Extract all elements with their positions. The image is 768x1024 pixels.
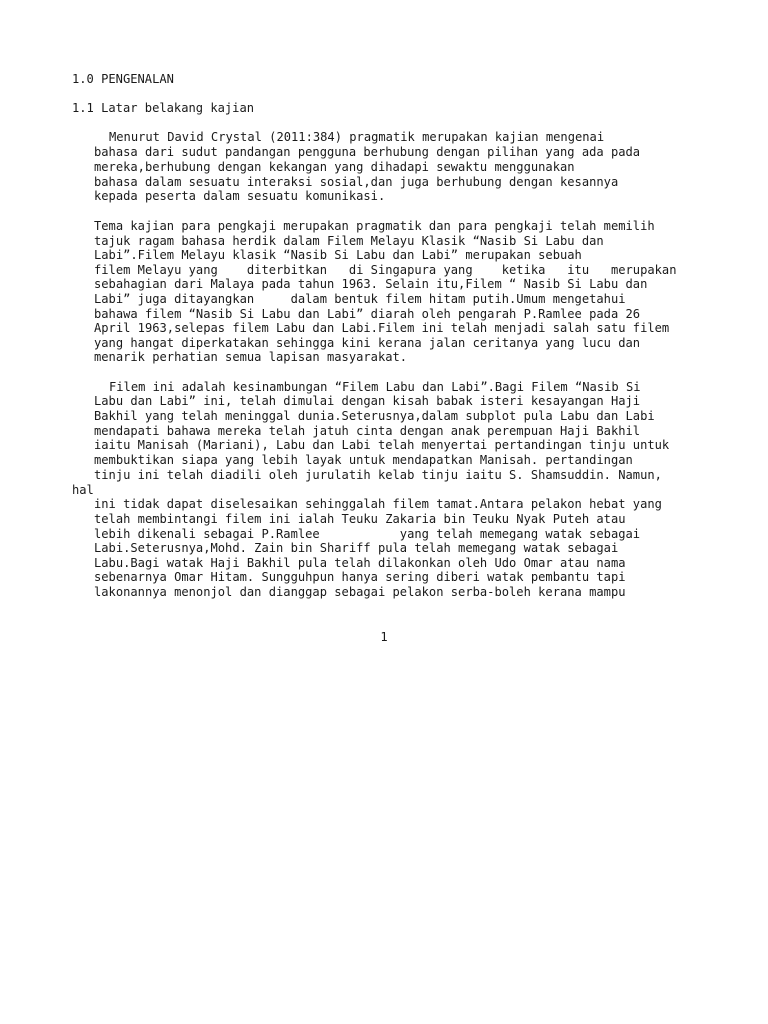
page-number: 1	[380, 630, 388, 644]
paragraph-line: Labi” juga ditayangkan dalam bentuk filem hitam putih.Umum mengetahui	[94, 292, 626, 306]
paragraph-line: mendapati bahawa mereka telah jatuh cinta dengan anak perempuan Haji Bakhil	[94, 424, 641, 438]
paragraph-line: sebahagian dari Malaya pada tahun 1963. Selain itu,Filem “ Nasib Si Labu dan	[94, 277, 648, 291]
paragraph-line: tajuk ragam bahasa herdik dalam Filem Melayu Klasik “Nasib Si Labu dan	[94, 234, 604, 248]
paragraph-line: iaitu Manisah (Mariani), Labu dan Labi telah menyertai pertandingan tinju untuk	[94, 438, 670, 452]
paragraph-line: Labu dan Labi” ini, telah dimulai dengan kisah babak isteri kesayangan Haji	[94, 394, 641, 408]
paragraph-line: filem Melayu yang diterbitkan di Singapura yang ketika itu merupakan	[94, 263, 677, 277]
paragraph-line: Bakhil yang telah meninggal dunia.Seterusnya,dalam subplot pula Labu dan Labi	[94, 409, 655, 423]
paragraph-line: lebih dikenali sebagai P.Ramlee yang telah memegang watak sebagai	[94, 527, 641, 541]
paragraph-line: Labi.Seterusnya,Mohd. Zain bin Shariff pula telah memegang watak sebagai	[94, 541, 619, 555]
paragraph-line: yang hangat diperkatakan sehingga kini kerana jalan ceritanya yang lucu dan	[94, 336, 641, 350]
paragraph-line: sebenarnya Omar Hitam. Sungguhpun hanya sering diberi watak pembantu tapi	[94, 570, 626, 584]
paragraph-line: ini tidak dapat diselesaikan sehinggalah filem tamat.Antara pelakon hebat yang	[94, 497, 662, 511]
paragraph-line: lakonannya menonjol dan dianggap sebagai pelakon serba-boleh kerana mampu	[94, 585, 626, 599]
paragraph-line: tinju ini telah diadili oleh jurulatih kelab tinju iaitu S. Shamsuddin. Namun,	[94, 468, 662, 482]
heading-sub: 1.1 Latar belakang kajian	[72, 101, 255, 115]
paragraph-line: bahawa filem “Nasib Si Labu dan Labi” diarah oleh pengarah P.Ramlee pada 26	[94, 307, 641, 321]
paragraph-line: Menurut David Crystal (2011:384) pragmatik merupakan kajian mengenai	[109, 130, 605, 144]
paragraph-line: Filem ini adalah kesinambungan “Filem Labu dan Labi”.Bagi Filem “Nasib Si	[109, 380, 641, 394]
paragraph-line: April 1963,selepas filem Labu dan Labi.Filem ini telah menjadi salah satu filem	[94, 321, 670, 335]
paragraph-line: kepada peserta dalam sesuatu komunikasi.	[94, 189, 386, 203]
paragraph-line: mereka,berhubung dengan kekangan yang dihadapi sewaktu menggunakan	[94, 160, 575, 174]
paragraph-line: membuktikan siapa yang lebih layak untuk mendapatkan Manisah. pertandingan	[94, 453, 633, 467]
paragraph-line: telah membintangi filem ini ialah Teuku Zakaria bin Teuku Nyak Puteh atau	[94, 512, 626, 526]
paragraph-line: menarik perhatian semua lapisan masyarakat.	[94, 350, 408, 364]
paragraph-line: Labi”.Filem Melayu klasik “Nasib Si Labu dan Labi” merupakan sebuah	[94, 248, 582, 262]
heading-main: 1.0 PENGENALAN	[72, 72, 174, 86]
paragraph-line: bahasa dalam sesuatu interaksi sosial,dan juga berhubung dengan kesannya	[94, 175, 619, 189]
paragraph-line: Labu.Bagi watak Haji Bakhil pula telah dilakonkan oleh Udo Omar atau nama	[94, 556, 626, 570]
paragraph-line: Tema kajian para pengkaji merupakan pragmatik dan para pengkaji telah memilih	[94, 219, 655, 233]
paragraph-line: hal	[72, 483, 94, 497]
paragraph-line: bahasa dari sudut pandangan pengguna berhubung dengan pilihan yang ada pada	[94, 145, 641, 159]
